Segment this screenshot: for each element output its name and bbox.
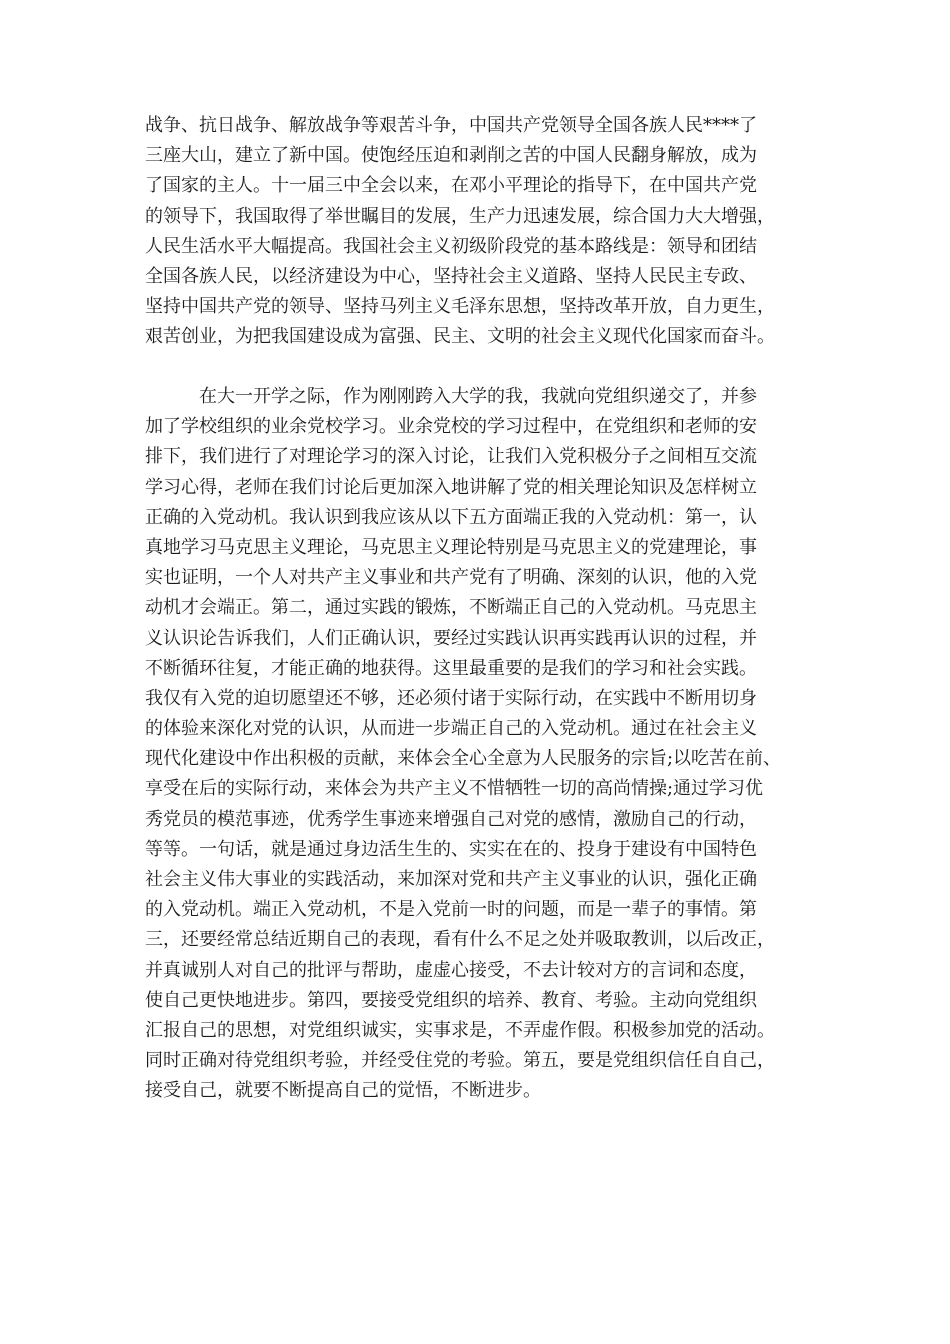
text-line: 坚持中国共产党的领导、坚持马列主义毛泽东思想，坚持改革开放，自力更生，: [145, 296, 775, 318]
text-line: 三座大山，建立了新中国。使饱经压迫和剥削之苦的中国人民翻身解放，成为: [145, 145, 757, 167]
text-line: 接受自己，就要不断提高自己的觉悟，不断进步。: [145, 1080, 541, 1102]
text-line: 的体验来深化对党的认识，从而进一步端正自己的入党动机。通过在社会主义: [145, 718, 757, 740]
text-line: 使自己更快地进步。第四，要接受党组织的培养、教育、考验。主动向党组织: [145, 989, 757, 1011]
text-line: 加了学校组织的业余党校学习。业余党校的学习过程中，在党组织和老师的安: [145, 416, 757, 438]
text-line: 学习心得，老师在我们讨论后更加深入地讲解了党的相关理论知识及怎样树立: [145, 476, 757, 498]
text-line: 义认识论告诉我们，人们正确认识，要经过实践认识再实践再认识的过程，并: [145, 627, 757, 649]
text-line: 汇报自己的思想，对党组织诚实，实事求是，不弄虚作假。积极参加党的活动。: [145, 1019, 775, 1041]
text-line: 艰苦创业，为把我国建设成为富强、民主、文明的社会主义现代化国家而奋斗。: [145, 326, 775, 348]
text-line: 不断循环往复，才能正确的地获得。这里最重要的是我们的学习和社会实践。: [145, 657, 757, 679]
text-line: 三，还要经常总结近期自己的表现，看有什么不足之处并吸取教训，以后改正，: [145, 929, 775, 951]
text-line: 秀党员的模范事迹，优秀学生事迹来增强自己对党的感情，激励自己的行动，: [145, 808, 757, 830]
text-line: 实也证明，一个人对共产主义事业和共产党有了明确、深刻的认识，他的入党: [145, 567, 757, 589]
text-line: 战争、抗日战争、解放战争等艰苦斗争，中国共产党领导全国各族人民****了: [145, 115, 757, 136]
paragraph-2: [145, 382, 825, 1107]
text-line: 享受在后的实际行动，来体会为共产主义不惜牺牲一切的高尚情操;通过学习优: [145, 778, 764, 800]
text-line: 的领导下，我国取得了举世瞩目的发展，生产力迅速发展，综合国力大大增强，: [145, 205, 775, 227]
text-line: 等等。一句话，就是通过身边活生生的、实实在在的、投身于建设有中国特色: [145, 838, 757, 860]
text-line: 同时正确对待党组织考验，并经受住党的考验。第五，要是党组织信任自自己，: [145, 1050, 775, 1072]
text-line: 我仅有入党的迫切愿望还不够，还必须付诸于实际行动，在实践中不断用切身: [145, 687, 757, 709]
text-line: 人民生活水平大幅提高。我国社会主义初级阶段党的基本路线是：领导和团结: [145, 235, 757, 257]
paragraph-1: [145, 111, 825, 353]
text-line: 排下，我们进行了对理论学习的深入讨论，让我们入党积极分子之间相互交流: [145, 446, 757, 468]
text-line: 并真诚别人对自己的批评与帮助，虚虚心接受，不去计较对方的言词和态度，: [145, 959, 757, 981]
text-line: 真地学习马克思主义理论，马克思主义理论特别是马克思主义的党建理论，事: [145, 536, 757, 558]
text-line: 在大一开学之际，作为刚刚跨入大学的我，我就向党组织递交了，并参: [199, 386, 757, 407]
text-line: 了国家的主人。十一届三中全会以来，在邓小平理论的指导下，在中国共产党: [145, 175, 757, 197]
text-line: 社会主义伟大事业的实践活动，来加深对党和共产主义事业的认识，强化正确: [145, 869, 757, 890]
text-line: 现代化建设中作出积极的贡献，来体会全心全意为人民服务的宗旨;以吃苦在前、: [145, 748, 782, 770]
text-line: 正确的入党动机。我认识到我应该从以下五方面端正我的入党动机：第一，认: [145, 506, 757, 528]
text-line: 动机才会端正。第二，通过实践的锻炼，不断端正自己的入党动机。马克思主: [145, 597, 757, 619]
text-line: 全国各族人民，以经济建设为中心，坚持社会主义道路、坚持人民民主专政、: [145, 265, 757, 287]
text-line: 的入党动机。端正入党动机，不是入党前一时的问题，而是一辈子的事情。第: [145, 899, 757, 921]
